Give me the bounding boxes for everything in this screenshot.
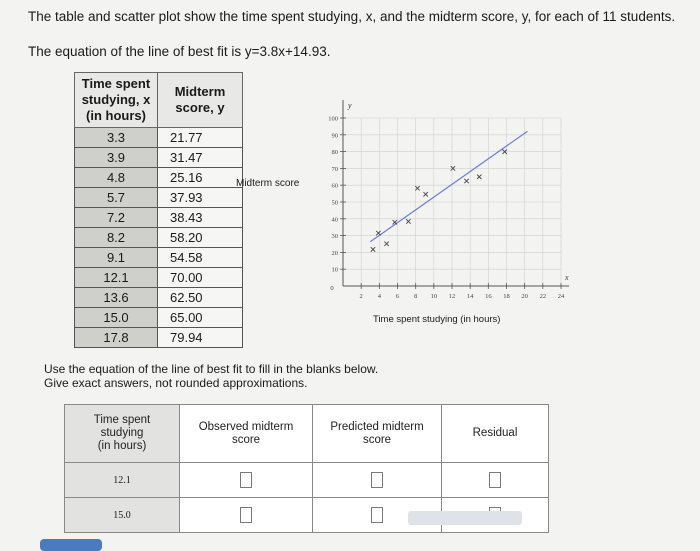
y-tick-label: 60 <box>331 182 338 190</box>
y-tick-label: 20 <box>331 249 338 257</box>
data-point <box>376 231 380 235</box>
cell-x: 8.2 <box>75 228 158 248</box>
y-tick-label: 70 <box>331 165 338 173</box>
cell-y: 37.93 <box>158 188 243 208</box>
table-row <box>75 188 243 208</box>
data-point <box>371 247 375 251</box>
y-tick-label: 40 <box>331 216 338 224</box>
cell-y: 31.47 <box>158 148 243 168</box>
cell-y: 25.16 <box>158 168 243 188</box>
equation-value: y=3.8x+14.93. <box>244 44 331 59</box>
observed-answer-input[interactable] <box>240 507 252 523</box>
y-tick-label: 50 <box>331 199 338 207</box>
data-point <box>464 179 468 183</box>
table-row <box>75 248 243 268</box>
cell-x: 7.2 <box>75 208 158 228</box>
predicted-answer-input[interactable] <box>371 507 383 523</box>
cell-y: 38.43 <box>158 208 243 228</box>
data-point <box>423 192 427 196</box>
origin-label: 0 <box>330 285 334 292</box>
residual-answer-input[interactable] <box>489 472 501 488</box>
x-tick-label: 14 <box>466 293 474 300</box>
cell-x: 17.8 <box>75 328 158 348</box>
table-row <box>75 208 243 228</box>
cell-y: 54.58 <box>158 248 243 268</box>
row-time: 15.0 <box>65 498 180 533</box>
cell-x: 15.0 <box>75 308 158 328</box>
instructions <box>44 362 378 390</box>
y-tick-label: 80 <box>331 149 338 157</box>
cell-y: 79.94 <box>158 328 243 348</box>
best-fit-line <box>370 131 527 241</box>
data-table <box>74 72 243 348</box>
x-tick-label: 12 <box>448 293 456 300</box>
observed-cell <box>180 463 313 498</box>
cell-y: 65.00 <box>158 308 243 328</box>
instruction-line: Give exact answers, not rounded approximations. <box>44 376 308 390</box>
cell-y: 62.50 <box>158 288 243 308</box>
cell-x: 3.9 <box>75 148 158 168</box>
x-tick-label: 10 <box>430 293 438 300</box>
x-tick-label: 22 <box>539 293 547 300</box>
best-fit-equation-line <box>28 44 330 59</box>
cell-x: 12.1 <box>75 268 158 288</box>
x-tick-label: 18 <box>503 293 510 300</box>
x-tick-label: 24 <box>557 293 565 300</box>
x-tick-label: 4 <box>377 293 381 300</box>
predicted-answer-input[interactable] <box>371 472 383 488</box>
observed-cell <box>180 498 313 533</box>
cell-x: 3.3 <box>75 128 158 148</box>
cell-x: 13.6 <box>75 288 158 308</box>
y-tick-label: 100 <box>328 115 338 123</box>
header-time-spent: Time spent studying, x (in hours) <box>75 73 158 128</box>
chart-x-label: Time spent studying (in hours) <box>373 314 501 325</box>
table-row <box>75 308 243 328</box>
scroll-bar[interactable] <box>408 511 522 525</box>
scatter-plot <box>300 96 580 306</box>
table-row <box>75 328 243 348</box>
data-point <box>384 242 388 246</box>
problem-intro: The table and scatter plot show the time spent studying, x, and the midterm score, y, for each of 11 students. <box>28 9 676 24</box>
x-tick-label: 2 <box>359 293 363 300</box>
cell-y: 21.77 <box>158 128 243 148</box>
y-axis-symbol: y <box>348 101 352 110</box>
row-time: 12.1 <box>65 463 180 498</box>
residual-cell <box>442 463 549 498</box>
equation-prefix: The equation of the line of best fit is <box>28 44 245 59</box>
header-midterm-score: Midterm score, y <box>158 73 243 128</box>
cell-x: 4.8 <box>75 168 158 188</box>
x-tick-label: 8 <box>414 293 418 300</box>
table-row <box>75 288 243 308</box>
table-row <box>75 148 243 168</box>
predicted-cell <box>313 463 442 498</box>
cell-y: 70.00 <box>158 268 243 288</box>
observed-answer-input[interactable] <box>240 472 252 488</box>
table-row <box>75 128 243 148</box>
cell-x: 9.1 <box>75 248 158 268</box>
y-tick-label: 90 <box>331 132 338 140</box>
cell-x: 5.7 <box>75 188 158 208</box>
answer-row <box>65 463 549 498</box>
x-tick-label: 16 <box>485 293 492 300</box>
instruction-line: Use the equation of the line of best fit to fill in the blanks below. <box>44 362 379 376</box>
blue-button[interactable] <box>40 539 102 551</box>
x-tick-label: 6 <box>395 293 400 300</box>
header-observed: Observed midterm score <box>180 405 313 463</box>
header-residual: Residual <box>442 405 549 463</box>
header-time: Time spent studying (in hours) <box>65 405 180 463</box>
data-point <box>477 175 481 179</box>
x-axis-symbol: x <box>565 273 569 282</box>
table-row <box>75 268 243 288</box>
table-row <box>75 168 243 188</box>
chart-y-label: Midterm score <box>236 178 300 189</box>
y-tick-label: 10 <box>331 266 338 274</box>
header-predicted: Predicted midterm score <box>313 405 442 463</box>
x-tick-label: 20 <box>521 293 528 300</box>
table-row <box>75 228 243 248</box>
y-tick-label: 30 <box>331 233 338 241</box>
data-point <box>406 219 410 223</box>
cell-y: 58.20 <box>158 228 243 248</box>
